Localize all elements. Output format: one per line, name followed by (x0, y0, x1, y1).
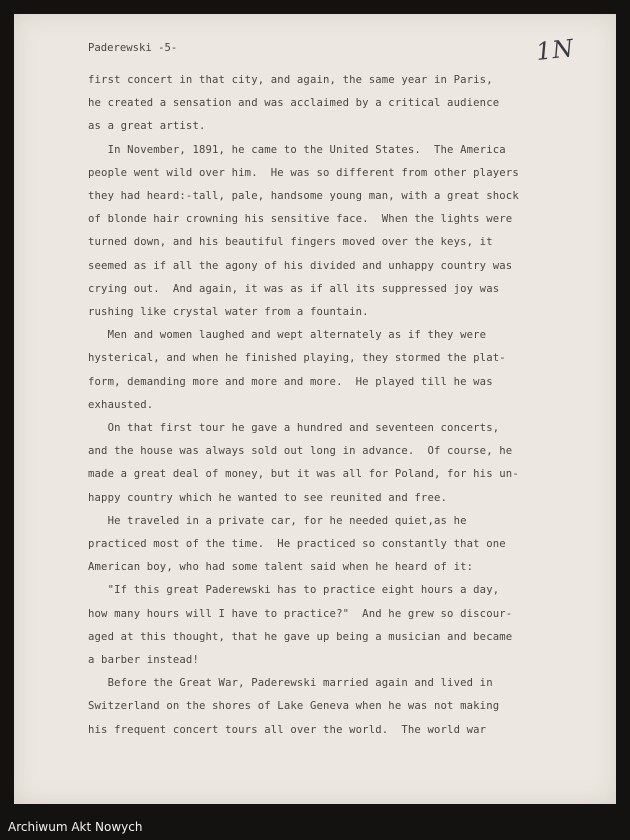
archive-footer (0, 806, 630, 840)
text-line: his frequent concert tours all over the world. The world war (88, 723, 487, 736)
text-line: turned down, and his beautiful fingers moved over the keys, it (88, 236, 493, 249)
text-line: seemed as if all the agony of his divided and unhappy country was (88, 259, 513, 272)
text-line: how many hours will I have to practice?" And he grew so discour- (88, 607, 513, 620)
typed-text-body (14, 14, 616, 804)
text-line: made a great deal of money, but it was all for Poland, for his un- (88, 468, 519, 481)
text-line: aged at this thought, that he gave up being a musician and became (88, 630, 513, 643)
text-line: form, demanding more and more and more. He played till he was (88, 375, 493, 388)
text-line: "If this great Paderewski has to practice eight hours a day, (88, 584, 500, 597)
text-line: Switzerland on the shores of Lake Geneva when he was not making (88, 700, 500, 713)
text-line: crying out. And again, it was as if all its suppressed joy was (88, 282, 500, 295)
text-line: and the house was always sold out long in advance. Of course, he (88, 445, 513, 458)
text-line: he created a sensation and was acclaimed by a critical audience (88, 97, 500, 110)
text-line: On that first tour he gave a hundred and seventeen concerts, (88, 422, 500, 434)
handwritten-page-mark: 1N (534, 34, 576, 66)
text-line: hysterical, and when he finished playing, they stormed the plat- (88, 352, 506, 365)
text-line: rushing like crystal water from a fountain. (88, 306, 369, 318)
document-page (14, 14, 616, 804)
text-line: people went wild over him. He was so different from other players (88, 166, 519, 179)
page-header: Paderewski -5- (88, 42, 178, 54)
text-line: a barber instead! (88, 654, 199, 666)
text-line: happy country which he wanted to see reunited and free. (88, 491, 448, 504)
text-line: In November, 1891, he came to the United States. The America (88, 143, 506, 156)
text-line: He traveled in a private car, for he needed quiet,as he (88, 514, 467, 527)
text-line: they had heard:-tall, pale, handsome young man, with a great shock (88, 190, 519, 202)
text-line: as a great artist. (88, 120, 206, 133)
text-line: first concert in that city, and again, the same year in Paris, (88, 74, 493, 86)
archive-label: Archiwum Akt Nowych (8, 820, 143, 834)
text-line: practiced most of the time. He practiced so constantly that one (88, 538, 506, 550)
text-line: of blonde hair crowning his sensitive face. When the lights were (88, 213, 513, 226)
text-line: Men and women laughed and wept alternately as if they were (88, 329, 487, 342)
text-line: exhausted. (88, 398, 154, 411)
text-line: American boy, who had some talent said when he heard of it: (88, 561, 474, 574)
text-line: Before the Great War, Paderewski married again and lived in (88, 677, 493, 690)
